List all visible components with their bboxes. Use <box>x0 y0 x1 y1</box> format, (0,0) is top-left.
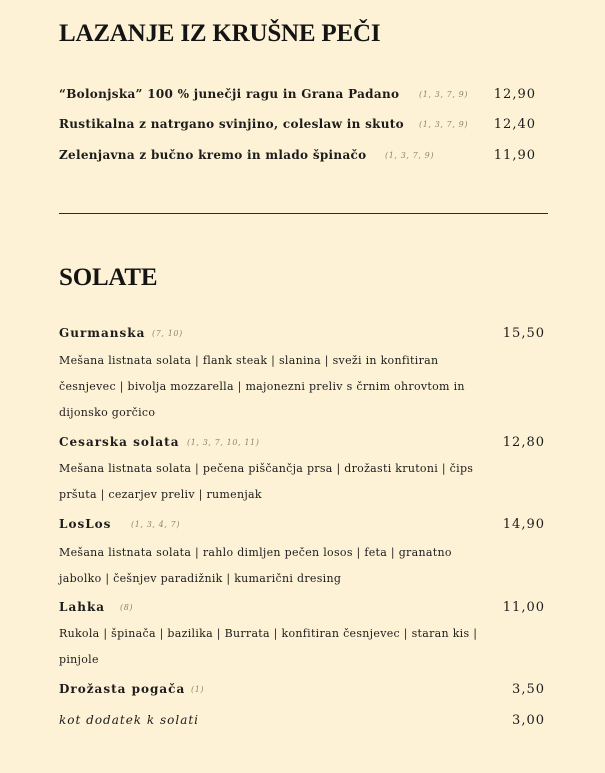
salad-item-allergens: (1) <box>191 685 205 694</box>
salad-item-price: 11,00 <box>502 600 545 615</box>
lazanje-item-allergens: (1, 3, 7, 9) <box>419 120 469 129</box>
salad-item-name: Drožasta pogača <box>59 682 186 696</box>
salad-item-description: Rukola | špinača | bazilika | Burrata | konfitiran česnjevec | staran kis | pinjole <box>59 627 478 666</box>
salad-item <box>59 600 545 620</box>
salad-item-name: Gurmanska <box>59 326 146 340</box>
salad-item-price: 14,90 <box>502 517 545 532</box>
salad-item-description: Mešana listnata solata | flank steak | slanina | sveži in konfitiran česnjevec | bivolja mozzarella | majonezni preliv s črnim ohrovtom in dijonsko gorčico <box>59 354 465 419</box>
lazanje-item-price: 11,90 <box>493 148 536 163</box>
salad-item-allergens: (1, 3, 4, 7) <box>131 520 181 529</box>
lazanje-item-name: “Bolonjska” 100 % junečji ragu in Grana Padano <box>59 87 400 101</box>
salad-item-allergens: (7, 10) <box>152 329 183 338</box>
salad-item <box>59 435 545 455</box>
salad-item <box>59 517 545 537</box>
salad-item <box>59 326 545 346</box>
salad-extra-name: kot dodatek k solati <box>59 713 200 727</box>
salad-item <box>59 682 545 702</box>
lazanje-item-price: 12,40 <box>493 117 536 132</box>
lazanje-item-price: 12,90 <box>493 87 536 102</box>
lazanje-section-title: LAZANJE IZ KRUŠNE PEČI <box>59 20 381 47</box>
lazanje-item <box>59 87 539 107</box>
salad-item-description: Mešana listnata solata | pečena piščančja prsa | drožasti krutoni | čips pršuta | cezarjev preliv | rumenjak <box>59 462 474 501</box>
salad-item-description: Mešana listnata solata | rahlo dimljen pečen losos | feta | granatno jabolko | češnjev paradižnik | kumarični dresing <box>59 546 452 585</box>
salad-item-price: 12,80 <box>502 435 545 450</box>
lazanje-item <box>59 148 539 168</box>
salad-item-price: 3,50 <box>512 682 545 697</box>
lazanje-item-name: Rustikalna z natrgano svinjino, coleslaw in skuto <box>59 117 404 131</box>
salad-item-allergens: (1, 3, 7, 10, 11) <box>187 438 260 447</box>
lazanje-item <box>59 117 539 137</box>
solate-section-title: SOLATE <box>59 264 158 291</box>
salad-extra-price: 3,00 <box>512 713 545 728</box>
salad-item-name: LosLos <box>59 517 112 531</box>
salad-item-name: Lahka <box>59 600 106 614</box>
salad-item-allergens: (8) <box>120 603 134 612</box>
salad-item-price: 15,50 <box>502 326 545 341</box>
salad-extra <box>59 713 545 733</box>
lazanje-item-allergens: (1, 3, 7, 9) <box>419 90 469 99</box>
section-divider <box>59 213 548 214</box>
lazanje-item-allergens: (1, 3, 7, 9) <box>385 151 435 160</box>
salad-item-name: Cesarska solata <box>59 435 180 449</box>
lazanje-item-name: Zelenjavna z bučno kremo in mlado špinačo <box>59 148 367 162</box>
